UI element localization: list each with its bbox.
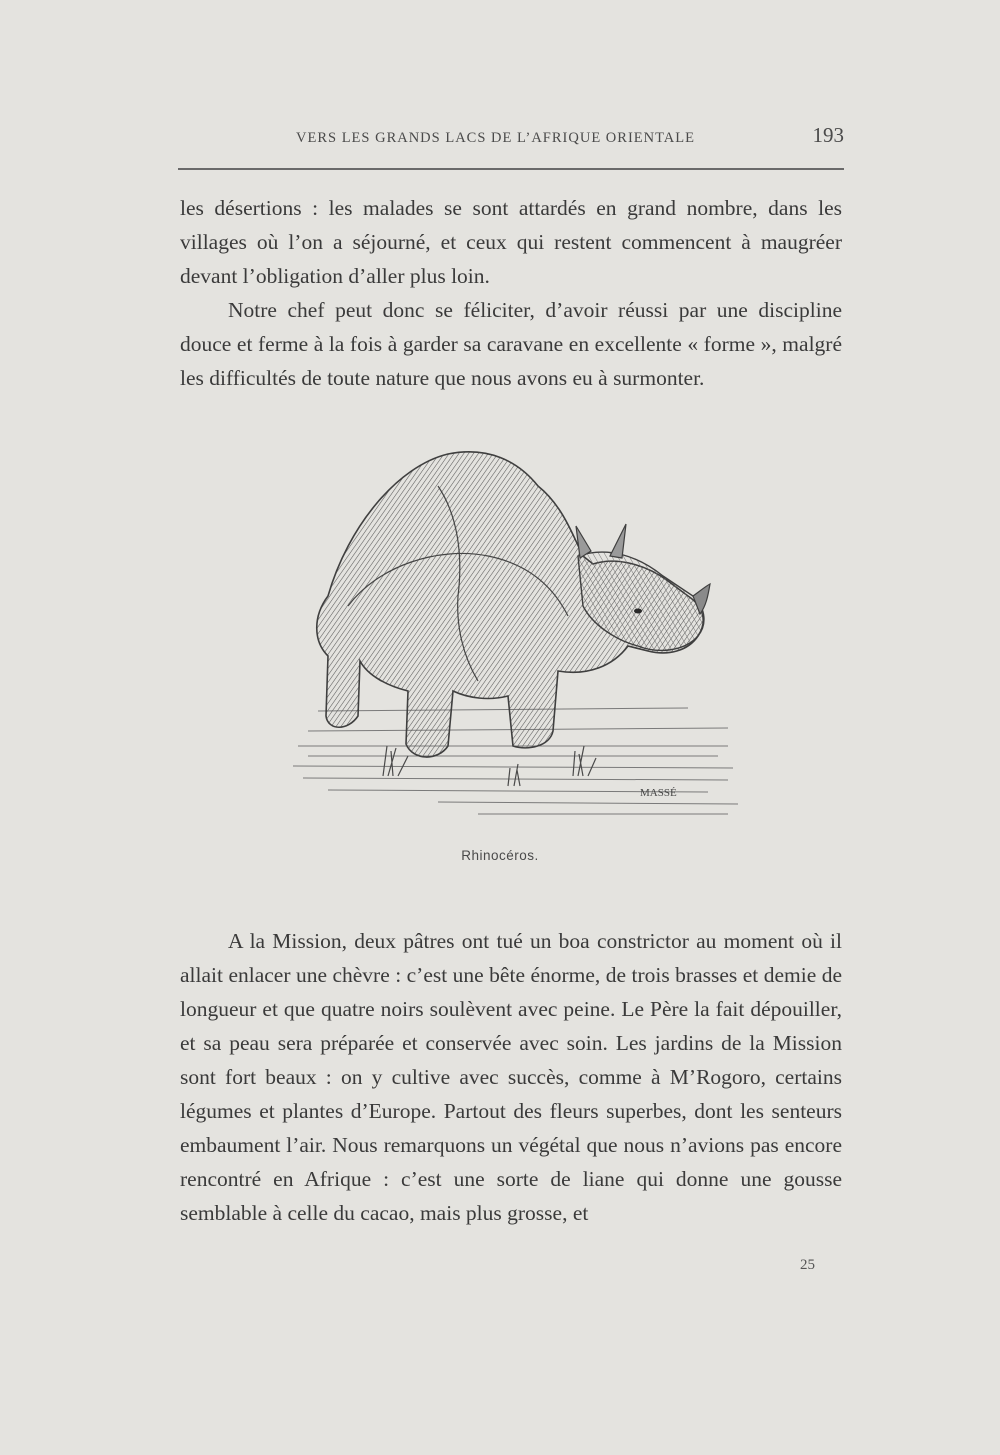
artist-signature: MASSÉ: [640, 787, 677, 799]
top-text-block: [180, 191, 842, 395]
rhinoceros-illustration: [288, 446, 743, 836]
bottom-text-block: [180, 924, 842, 1230]
rhinoceros-engraving: [288, 446, 743, 836]
paragraph-mission: A la Mission, deux pâtres ont tué un boa constrictor au moment où il allait enlacer une chèvre : c’est une bête énorme, de trois brasses et demie de longueur et que quatre noirs soulèvent avec peine. Le Père la fait dépouiller, et sa peau sera préparée et conservée avec soin. Les jardins de la Mission sont fort beaux : on y cultive avec succès, comme à M’Rogoro, certains légumes et plantes d’Europe. Partout des fleurs superbes, dont les senteurs embaument l’air. Nous remarquons un végétal que nous n’avions pas encore rencontré en Afrique : c’est une sorte de liane qui donne une gousse semblable à celle du cacao, mais plus grosse, et: [180, 929, 842, 1225]
signature-mark: 25: [800, 1257, 815, 1273]
running-head: [178, 120, 844, 160]
header-rule: [178, 168, 844, 170]
figure-caption: Rhinocéros.: [461, 848, 539, 863]
running-title: VERS LES GRANDS LACS DE L’AFRIQUE ORIENTALE: [296, 130, 695, 146]
paragraph-chief: Notre chef peut donc se féliciter, d’avoir réussi par une discipline douce et ferme à la fois à garder sa caravane en excellente « forme », malgré les difficultés de toute nature que nous avons eu à surmonter.: [180, 298, 842, 390]
page-number: 193: [812, 123, 844, 147]
paragraph-continuation: les désertions : les malades se sont attardés en grand nombre, dans les villages où l’on a séjourné, et ceux qui restent commencent à maugréer devant l’obligation d’aller plus loin.: [180, 196, 842, 288]
